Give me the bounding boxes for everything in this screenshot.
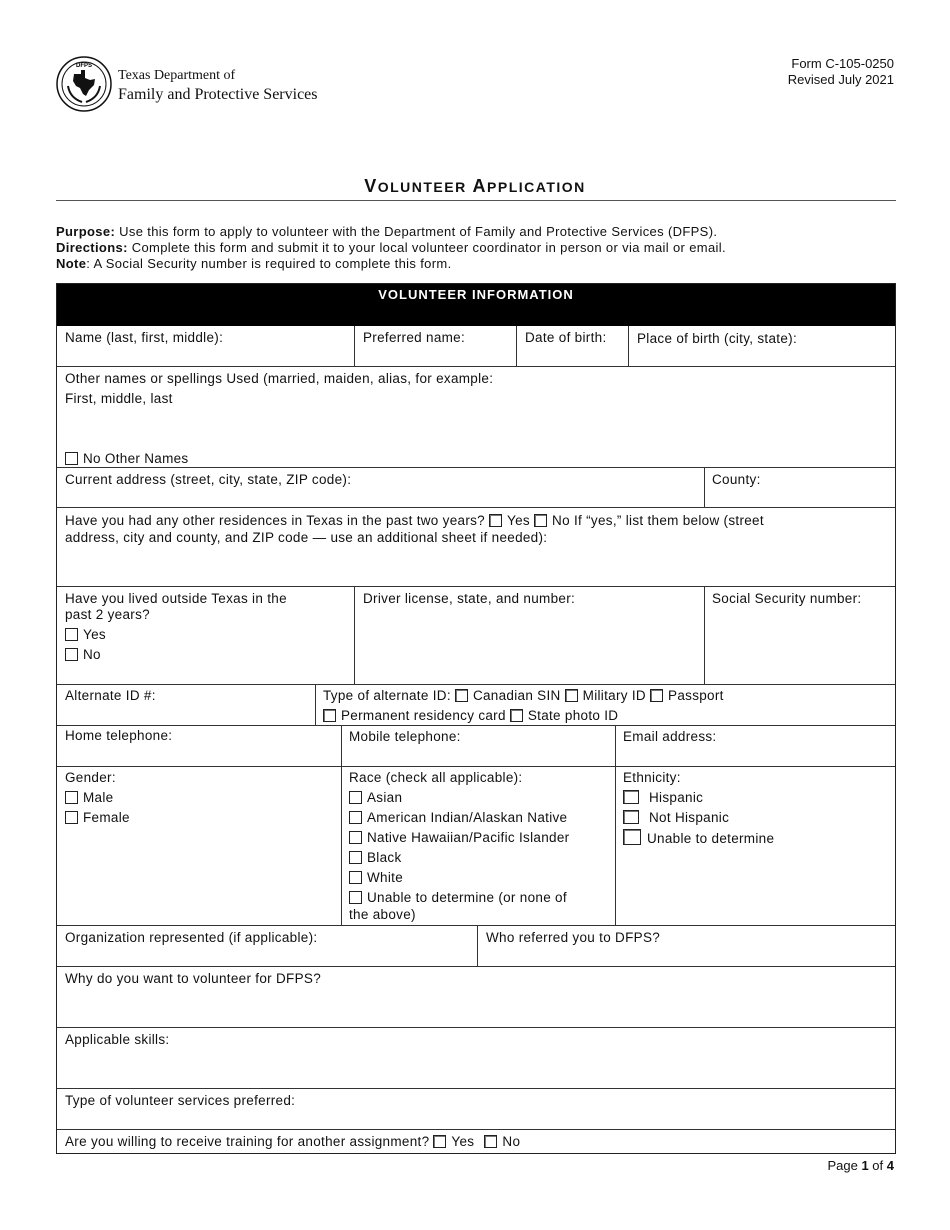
no-other-names-option[interactable] (65, 450, 188, 468)
alternate-id-types (323, 687, 724, 705)
current-address-label: Current address (street, city, state, ZIP code): (65, 472, 352, 487)
home-phone-label: Home telephone: (65, 728, 173, 743)
american-indian-option[interactable] (349, 809, 567, 827)
other-names-label: Other names or spellings Used (married, maiden, alias, for example: (65, 371, 494, 386)
col-divider (516, 326, 517, 366)
native-hawaiian-checkbox[interactable] (349, 831, 362, 844)
row-divider (57, 366, 895, 367)
female-option[interactable] (65, 809, 130, 827)
directions-label: Directions: (56, 240, 128, 255)
residences-question (65, 512, 764, 530)
training-yes-label: Yes (451, 1134, 475, 1149)
page-current: 1 (861, 1158, 869, 1173)
title-rest-olunteer: OLUNTEER (377, 179, 467, 195)
row-divider (57, 507, 895, 508)
col-divider (477, 925, 478, 966)
alt-type-label: Type of alternate ID: (323, 688, 451, 703)
dfps-seal-icon (56, 56, 112, 112)
hispanic-option[interactable] (623, 789, 703, 807)
military-id-label: Military ID (582, 688, 646, 703)
page-of-label: of (868, 1158, 887, 1173)
training-yes-checkbox[interactable] (433, 1135, 446, 1148)
col-divider (354, 586, 355, 684)
state-photo-id-checkbox[interactable] (510, 709, 523, 722)
revised-date: Revised July 2021 (787, 72, 894, 87)
residences-question-text: Have you had any other residences in Texas in the past two years? (65, 513, 485, 528)
no-other-names-checkbox[interactable] (65, 452, 78, 465)
directions-text: Complete this form and submit it to your local volunteer coordinator in person or via mail or email. (127, 240, 726, 255)
unable-race-option[interactable] (349, 889, 567, 907)
county-label: County: (712, 472, 761, 487)
mobile-phone-label: Mobile telephone: (349, 729, 461, 744)
row-divider (57, 725, 895, 726)
row-divider (57, 766, 895, 767)
unable-ethnicity-label: Unable to determine (647, 831, 775, 846)
training-no-checkbox[interactable] (484, 1135, 497, 1148)
not-hispanic-option[interactable] (623, 809, 729, 827)
preferred-name-label: Preferred name: (363, 330, 466, 345)
title-initial-v: V (364, 176, 378, 196)
agency-line-2: Family and Protective Services (118, 86, 318, 103)
email-label: Email address: (623, 729, 717, 744)
col-divider (704, 467, 705, 507)
not-hispanic-label: Not Hispanic (649, 810, 730, 825)
male-label: Male (83, 790, 114, 805)
page-title (0, 176, 950, 197)
black-label: Black (367, 850, 402, 865)
residences-yes-label: Yes (507, 513, 530, 528)
intro-text (56, 224, 896, 272)
not-hispanic-checkbox[interactable] (623, 810, 639, 824)
title-initial-a: A (472, 176, 488, 196)
other-names-sublabel: First, middle, last (65, 391, 173, 406)
unable-race-label-2: the above) (349, 907, 416, 922)
row-divider (57, 966, 895, 967)
outside-yes-label: Yes (83, 627, 106, 642)
military-id-checkbox[interactable] (565, 689, 578, 702)
page-total: 4 (886, 1158, 894, 1173)
skills-label: Applicable skills: (65, 1032, 170, 1047)
section-header: VOLUNTEER INFORMATION (57, 284, 895, 326)
residences-no-checkbox[interactable] (534, 514, 547, 527)
native-hawaiian-option[interactable] (349, 829, 569, 847)
row-divider (57, 684, 895, 685)
pob-label: Place of birth (city, state): (637, 331, 798, 346)
asian-label: Asian (367, 790, 403, 805)
col-divider (628, 326, 629, 366)
residences-tail-text: If “yes,” list them below (street (573, 513, 764, 528)
gender-label: Gender: (65, 770, 116, 785)
american-indian-label: American Indian/Alaskan Native (367, 810, 568, 825)
residences-yes-checkbox[interactable] (489, 514, 502, 527)
black-option[interactable] (349, 849, 402, 867)
referred-label: Who referred you to DFPS? (486, 930, 661, 945)
permanent-residency-label: Permanent residency card (341, 708, 506, 723)
driver-license-label: Driver license, state, and number: (363, 591, 576, 606)
outside-texas-question-1: Have you lived outside Texas in the (65, 591, 287, 606)
ssn-label: Social Security number: (712, 591, 862, 606)
race-label: Race (check all applicable): (349, 770, 523, 785)
white-checkbox[interactable] (349, 871, 362, 884)
note-label: Note (56, 256, 87, 271)
row-divider (57, 586, 895, 587)
canadian-sin-checkbox[interactable] (455, 689, 468, 702)
black-checkbox[interactable] (349, 851, 362, 864)
row-divider (57, 925, 895, 926)
agency-name (118, 66, 318, 104)
canadian-sin-label: Canadian SIN (472, 688, 561, 703)
unable-ethnicity-option[interactable] (623, 829, 774, 848)
no-other-names-label: No Other Names (83, 451, 189, 466)
col-divider (354, 326, 355, 366)
col-divider (315, 684, 316, 725)
residences-no-label: No (552, 513, 570, 528)
title-divider (56, 200, 896, 201)
american-indian-checkbox[interactable] (349, 811, 362, 824)
dob-label: Date of birth: (525, 330, 607, 345)
organization-label: Organization represented (if applicable): (65, 930, 318, 945)
training-question-text: Are you willing to receive training for another assignment? (65, 1134, 430, 1149)
training-question (65, 1133, 520, 1151)
alternate-id-label: Alternate ID #: (65, 688, 156, 703)
hispanic-checkbox[interactable] (623, 790, 639, 804)
outside-no-label: No (83, 647, 101, 662)
outside-no-option[interactable] (65, 646, 101, 664)
passport-label: Passport (668, 688, 724, 703)
row-divider (57, 1129, 895, 1130)
row-divider (57, 1088, 895, 1089)
asian-checkbox[interactable] (349, 791, 362, 804)
seal-text: DFPS (75, 63, 93, 69)
female-checkbox[interactable] (65, 811, 78, 824)
unable-race-checkbox[interactable] (349, 891, 362, 904)
agency-line-1: Texas Department of (118, 68, 236, 83)
form-number-block (788, 56, 894, 88)
unable-race-label: Unable to determine (or none of (367, 890, 567, 905)
ethnicity-label: Ethnicity: (623, 770, 681, 785)
training-no-label: No (502, 1134, 521, 1149)
purpose-text: Use this form to apply to volunteer with the Department of Family and Protective Services (DFPS). (115, 224, 718, 239)
col-divider (704, 586, 705, 684)
male-option[interactable] (65, 789, 113, 807)
passport-checkbox[interactable] (650, 689, 663, 702)
white-label: White (367, 870, 404, 885)
name-label: Name (last, first, middle): (65, 330, 224, 345)
alternate-id-types-2 (323, 707, 618, 725)
state-photo-id-label: State photo ID (527, 708, 619, 723)
asian-option[interactable] (349, 789, 402, 807)
page-number (827, 1158, 894, 1173)
outside-no-checkbox[interactable] (65, 648, 78, 661)
agency-logo (56, 56, 356, 114)
col-divider (615, 725, 616, 925)
female-label: Female (83, 810, 130, 825)
col-divider (341, 725, 342, 925)
volunteer-information-form (56, 283, 896, 1154)
services-preferred-label: Type of volunteer services preferred: (65, 1093, 296, 1108)
purpose-label: Purpose: (56, 224, 116, 239)
outside-yes-option[interactable] (65, 626, 106, 644)
white-option[interactable] (349, 869, 403, 887)
permanent-residency-checkbox[interactable] (323, 709, 336, 722)
male-checkbox[interactable] (65, 791, 78, 804)
page-label: Page (827, 1158, 862, 1173)
outside-yes-checkbox[interactable] (65, 628, 78, 641)
note-text: : A Social Security number is required to complete this form. (86, 256, 452, 271)
hispanic-label: Hispanic (649, 790, 704, 805)
title-rest-pplication: PPLICATION (487, 179, 586, 195)
native-hawaiian-label: Native Hawaiian/Pacific Islander (367, 830, 570, 845)
outside-texas-question-2: past 2 years? (65, 607, 150, 622)
residences-instructions: address, city and county, and ZIP code — use an additional sheet if needed): (65, 530, 548, 545)
row-divider (57, 1027, 895, 1028)
unable-ethnicity-checkbox[interactable] (623, 829, 641, 845)
why-volunteer-label: Why do you want to volunteer for DFPS? (65, 971, 322, 986)
form-number: Form C-105-0250 (791, 56, 894, 71)
